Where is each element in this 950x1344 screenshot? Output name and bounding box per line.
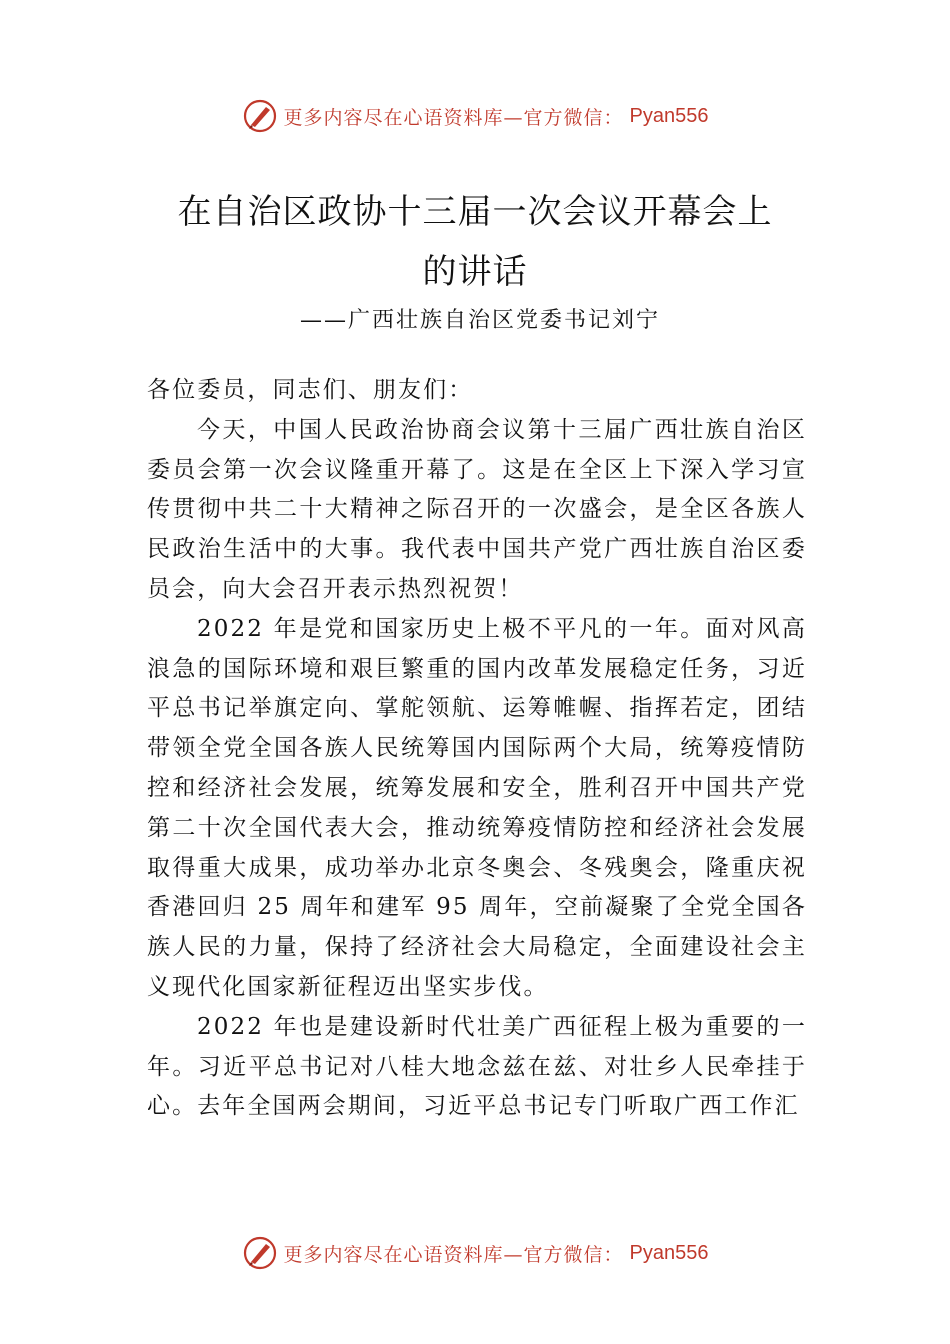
watermark-text: 更多内容尽在心语资料库—官方微信：	[283, 106, 624, 129]
speech-body	[147, 371, 807, 1127]
pen-logo-icon	[242, 1235, 278, 1271]
document-title-line-2: 的讲话	[422, 252, 528, 292]
document-subtitle: ——广西壮族自治区党委书记刘宁	[300, 308, 661, 333]
paragraph: 2022 年也是建设新时代壮美广西征程上极为重要的一年。习近平总书记对八桂大地念兹在兹、对壮乡人民牵挂于心。去年全国两会期间，习近平总书记专门听取广西工作汇	[147, 1013, 807, 1120]
paragraph: 今天，中国人民政治协商会议第十三届广西壮族自治区委员会第一次会议隆重开幕了。这是在全区上下深入学习宣传贯彻中共二十大精神之际召开的一次盛会，是全区各族人民政治生活中的大事。我代表中国共产党广西壮族自治区委员会，向大会召开表示热烈祝贺！	[147, 416, 807, 602]
watermark-text: 更多内容尽在心语资料库—官方微信：	[283, 1243, 624, 1266]
paragraph: 2022 年是党和国家历史上极不平凡的一年。面对风高浪急的国际环境和艰巨繁重的国内改革发展稳定任务，习近平总书记举旗定向、掌舵领航、运筹帷幄、指挥若定，团结带领全党全国各族人民统筹国内国际两个大局，统筹疫情防控和经济社会发展，统筹发展和安全，胜利召开中国共产党第二十次全国代表大会，推动统筹疫情防控和经济社会发展取得重大成果，成功举办北京冬奥会、冬残奥会，隆重庆祝香港回归 25 周年和建军 95 周年，空前凝聚了全党全国各族人民的力量，保持了经济社会大局稳定，全面建设社会主义现代化国家新征程迈出坚实步伐。	[147, 615, 807, 1000]
pen-logo-icon	[242, 98, 278, 134]
watermark-account: Pyan556	[629, 1241, 709, 1264]
document-title-line-1: 在自治区政协十三届一次会议开幕会上	[177, 192, 773, 232]
header-watermark	[0, 96, 950, 136]
footer-watermark	[0, 1233, 950, 1273]
watermark-account: Pyan556	[629, 104, 709, 127]
salutation: 各位委员，同志们、朋友们：	[147, 377, 474, 403]
